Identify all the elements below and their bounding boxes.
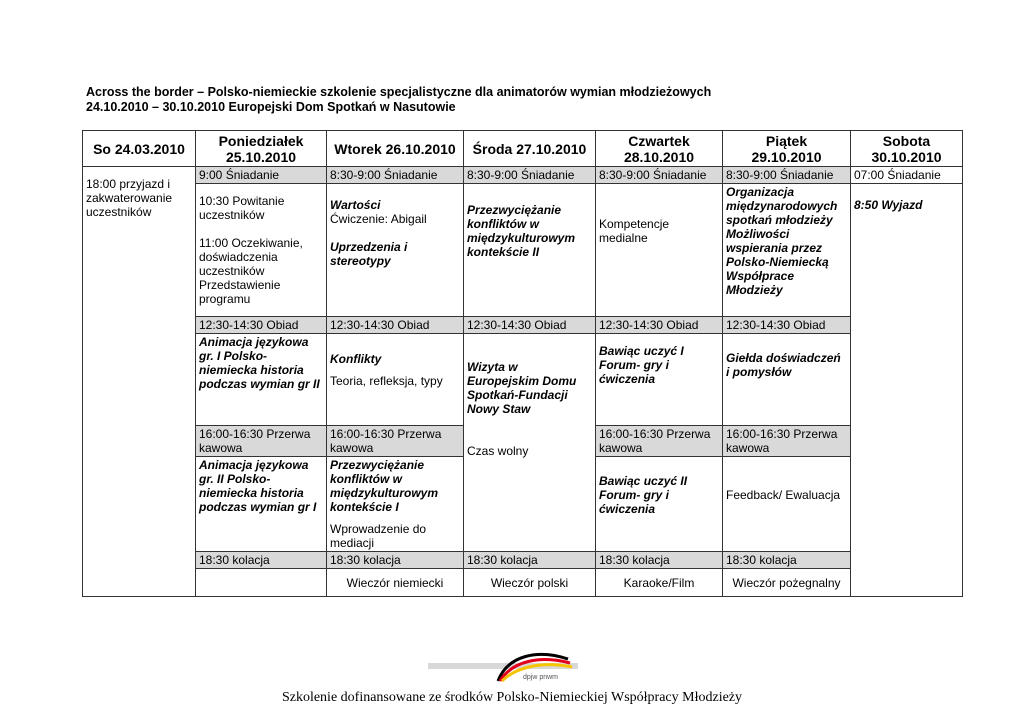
dpjw-logo [428, 645, 578, 685]
breakfast-wed: 8:30-9:00 Śniadanie [464, 167, 596, 184]
header-row [83, 131, 963, 167]
afternoon-tue: Konflikty Teoria, refleksja, typy [327, 334, 464, 426]
afternoon-wed: Wizyta w Europejskim Domu Spotkań-Fundacji Nowy Staw Czas wolny [464, 334, 596, 552]
departure-sat: 8:50 Wyjazd [851, 184, 963, 597]
coffee-thu: 16:00-16:30 Przerwa kawowa [596, 426, 723, 457]
schedule-table [82, 130, 963, 597]
dinner-fri: 18:30 kolacja [723, 552, 851, 569]
evening-thu: Karaoke/Film [596, 569, 723, 597]
lunch-wed: 12:30-14:30 Obiad [464, 317, 596, 334]
header-saturday: Sobota 30.10.2010 [851, 131, 963, 167]
lunch-fri: 12:30-14:30 Obiad [723, 317, 851, 334]
morning-row [83, 184, 963, 317]
late-fri: Feedback/ Ewaluacja [723, 457, 851, 552]
title-line-2: 24.10.2010 – 30.10.2010 Europejski Dom Spotkań w Nasutowie [86, 100, 456, 114]
breakfast-tue: 8:30-9:00 Śniadanie [327, 167, 464, 184]
morning-tue: Wartości Ćwiczenie: Abigail Uprzedzenia i stereotypy [327, 184, 464, 317]
footer-note: Szkolenie dofinansowane ze środków Polsko-Niemieckiej Współpracy Młodzieży [281, 690, 743, 705]
header-tuesday: Wtorek 26.10.2010 [327, 131, 464, 167]
late-tue: Przezwyciężanie konfliktów w międzykulturowym kontekście I Wprowadzenie do mediacji [327, 457, 464, 552]
late-mon: Animacja językowa gr. II Polsko-niemiecka historia podczas wymian gr I [196, 457, 327, 552]
dpjw-logo-graphic [428, 645, 578, 685]
logo-text: dpjw pnwm [523, 674, 559, 681]
evening-wed: Wieczór polski [464, 569, 596, 597]
breakfast-mon: 9:00 Śniadanie [196, 167, 327, 184]
morning-wed: Przezwyciężanie konfliktów w międzykulturowym kontekście II [464, 184, 596, 317]
coffee-fri: 16:00-16:30 Przerwa kawowa [723, 426, 851, 457]
header-sunday: So 24.03.2010 [83, 131, 196, 167]
sunday-cell: 18:00 przyjazd i zakwaterowanie uczestników [83, 167, 196, 597]
late-thu: Bawiąc uczyć II Forum- gry i ćwiczenia [596, 457, 723, 552]
evening-tue: Wieczór niemiecki [327, 569, 464, 597]
lunch-row [83, 317, 963, 334]
morning-mon: 10:30 Powitanie uczestników 11:00 Oczekiwanie, doświadczenia uczestników Przedstawienie programu [196, 184, 327, 317]
breakfast-sat: 07:00 Śniadanie [851, 167, 963, 184]
morning-fri: Organizacja międzynarodowych spotkań młodzieży Możliwości wspierania przez Polsko-Niemiecką Współprace Młodzieży [723, 184, 851, 317]
header-wednesday: Środa 27.10.2010 [464, 131, 596, 167]
afternoon-mon: Animacja językowa gr. I Polsko-niemiecka historia podczas wymian gr II [196, 334, 327, 426]
dinner-row [83, 552, 963, 569]
dinner-thu: 18:30 kolacja [596, 552, 723, 569]
morning-thu: Kompetencje medialne [596, 184, 723, 317]
header-thursday: Czwartek 28.10.2010 [596, 131, 723, 167]
lunch-tue: 12:30-14:30 Obiad [327, 317, 464, 334]
document-title [86, 85, 946, 115]
title-line-1: Across the border – Polsko-niemieckie szkolenie specjalistyczne dla animatorów wymian młodzieżowych [86, 85, 712, 99]
evening-mon [196, 569, 327, 597]
lunch-mon: 12:30-14:30 Obiad [196, 317, 327, 334]
lunch-thu: 12:30-14:30 Obiad [596, 317, 723, 334]
coffee-mon: 16:00-16:30 Przerwa kawowa [196, 426, 327, 457]
breakfast-row [83, 167, 963, 184]
evening-row [83, 569, 963, 597]
evening-fri: Wieczór pożegnalny [723, 569, 851, 597]
coffee-tue: 16:00-16:30 Przerwa kawowa [327, 426, 464, 457]
afternoon-thu: Bawiąc uczyć I Forum- gry i ćwiczenia [596, 334, 723, 426]
afternoon-fri: Giełda doświadczeń i pomysłów [723, 334, 851, 426]
header-monday: Poniedziałek 25.10.2010 [196, 131, 327, 167]
breakfast-fri: 8:30-9:00 Śniadanie [723, 167, 851, 184]
dinner-mon: 18:30 kolacja [196, 552, 327, 569]
header-friday: Piątek 29.10.2010 [723, 131, 851, 167]
dinner-wed: 18:30 kolacja [464, 552, 596, 569]
breakfast-thu: 8:30-9:00 Śniadanie [596, 167, 723, 184]
afternoon-row [83, 334, 963, 426]
dinner-tue: 18:30 kolacja [327, 552, 464, 569]
